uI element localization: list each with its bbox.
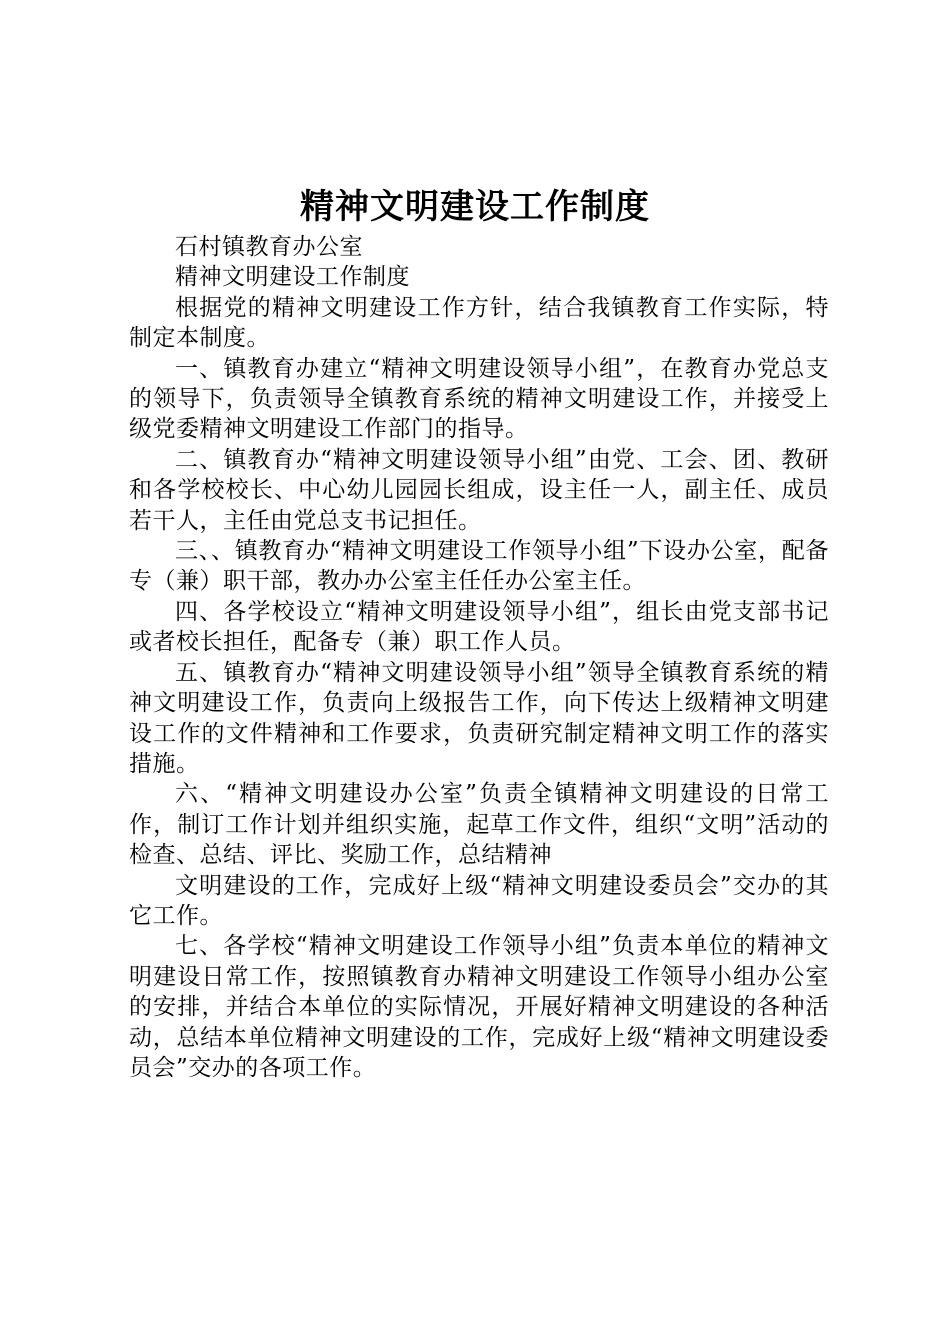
paragraph-intro: 根据党的精神文明建设工作方针，结合我镇教育工作实际，特制定本制度。 — [129, 294, 829, 352]
paragraph-item-6: 六、“精神文明建设办公室”负责全镇精神文明建设的日常工作，制订工作计划并组织实施，起草工作文件，组织“文明”活动的检查、总结、评比、奖励工作，总结精神 — [129, 781, 829, 869]
paragraph-item-5: 五、镇教育办“精神文明建设领导小组”领导全镇教育系统的精神文明建设工作，负责向上级报告工作，向下传达上级精神文明建设工作的文件精神和工作要求，负责研究制定精神文明工作的落实措施。 — [129, 659, 829, 777]
paragraph-office-name: 石村镇教育办公室 — [175, 234, 363, 260]
paragraph-item-7: 七、各学校“精神文明建设工作领导小组”负责本单位的精神文明建设日常工作，按照镇教育办精神文明建设工作领导小组办公室的安排，并结合本单位的实际情况，开展好精神文明建设的各种活动，总结本单位精神文明建设的工作，完成好上级“精神文明建设委员会”交办的各项工作。 — [129, 933, 829, 1081]
paragraph-item-4: 四、各学校设立“精神文明建设领导小组”，组长由党支部书记或者校长担任，配备专（兼）职工作人员。 — [129, 598, 829, 656]
paragraph-item-6-continued: 文明建设的工作，完成好上级“精神文明建设委员会”交办的其它工作。 — [129, 872, 829, 929]
document-body — [129, 232, 829, 1083]
paragraph-subtitle: 精神文明建设工作制度 — [175, 264, 410, 291]
paragraph-item-1: 一、镇教育办建立“精神文明建设领导小组”，在教育办党总支的领导下，负责领导全镇教育系统的精神文明建设工作，并接受上级党委精神文明建设工作部门的指导。 — [129, 355, 829, 443]
paragraph-item-3: 三、、镇教育办“精神文明建设工作领导小组”下设办公室，配备专（兼）职干部，教办办公室主任任办公室主任。 — [129, 538, 829, 595]
document-title: 精神文明建设工作制度 — [300, 187, 650, 227]
paragraph-item-2: 二、镇教育办“精神文明建设领导小组”由党、工会、团、教研和各学校校长、中心幼儿园园长组成，设主任一人，副主任、成员若干人，主任由党总支书记担任。 — [129, 446, 829, 534]
